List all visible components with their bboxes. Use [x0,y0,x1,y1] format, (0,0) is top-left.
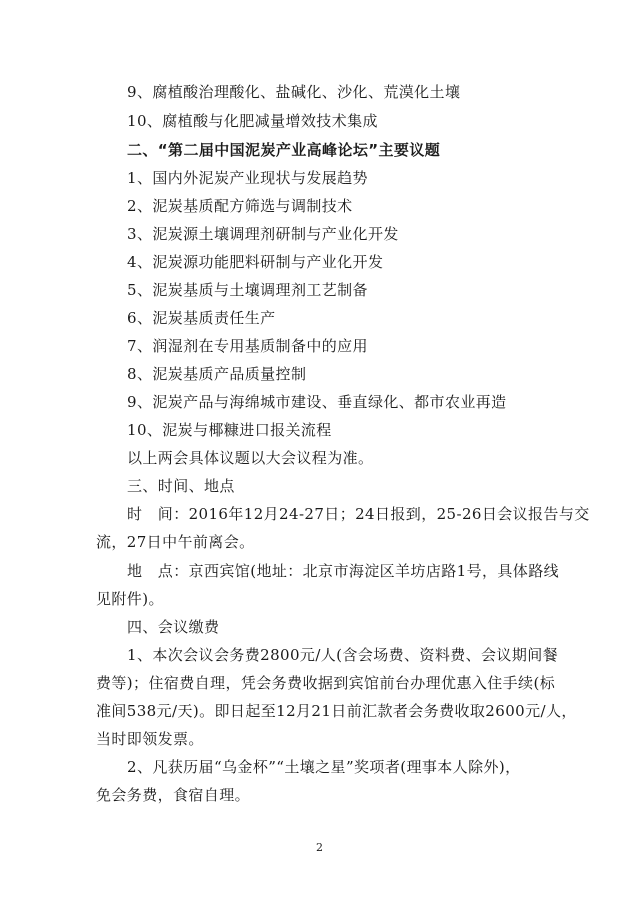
fee-line-2: 费等)；住宿费自理，凭会务费收据到宾馆前台办理优惠入住手续(标 [96,674,556,692]
time-line-1: 时 间：2016年12月24-27日；24日报到，25-26日会议报告与交 [127,505,590,523]
exemption-line-2: 免会务费，食宿自理。 [96,786,251,804]
topic-peat-6: 6、泥炭基质责任生产 [127,309,276,327]
topic-peat-7: 7、润湿剂在专用基质制备中的应用 [127,337,368,355]
topic-peat-9: 9、泥炭产品与海绵城市建设、垂直绿化、都市农业再造 [127,393,507,411]
topic-peat-1: 1、国内外泥炭产业现状与发展趋势 [127,169,368,187]
topic-humic-9: 9、腐植酸治理酸化、盐碱化、沙化、荒漠化土壤 [127,83,461,101]
fee-line-4: 当时即领发票。 [96,730,204,748]
fee-line-1: 1、本次会议会务费2800元/人(含会场费、资料费、会议期间餐 [127,646,559,664]
time-line-2: 流，27日中午前离会。 [96,533,255,551]
topic-peat-3: 3、泥炭源土壤调理剂研制与产业化开发 [127,225,399,243]
page-number: 2 [316,841,323,854]
topic-peat-8: 8、泥炭基质产品质量控制 [127,365,307,383]
place-line-1: 地 点：京西宾馆(地址：北京市海淀区羊坊店路1号，具体路线 [127,562,559,580]
place-line-2: 见附件)。 [96,590,164,608]
section-heading-fees: 四、会议缴费 [127,618,220,636]
section-heading-time-place: 三、时间、地点 [127,477,235,495]
fee-line-3: 准间538元/天)。即日起至12月21日前汇款者会务费收取2600元/人， [96,702,577,720]
topic-peat-10: 10、泥炭与椰糠进口报关流程 [127,421,332,439]
topic-peat-4: 4、泥炭源功能肥料研制与产业化开发 [127,253,384,271]
topic-peat-5: 5、泥炭基质与土壤调理剂工艺制备 [127,281,368,299]
topic-humic-10: 10、腐植酸与化肥减量增效技术集成 [127,112,378,130]
topic-peat-2: 2、泥炭基质配方筛选与调制技术 [127,197,353,215]
exemption-line-1: 2、凡获历届“乌金杯”“土壤之星”奖项者(理事本人除外)， [127,758,521,776]
section-heading-peat-forum: 二、“第二届中国泥炭产业高峰论坛”主要议题 [127,141,441,159]
agenda-note: 以上两会具体议题以大会议程为准。 [127,449,374,467]
